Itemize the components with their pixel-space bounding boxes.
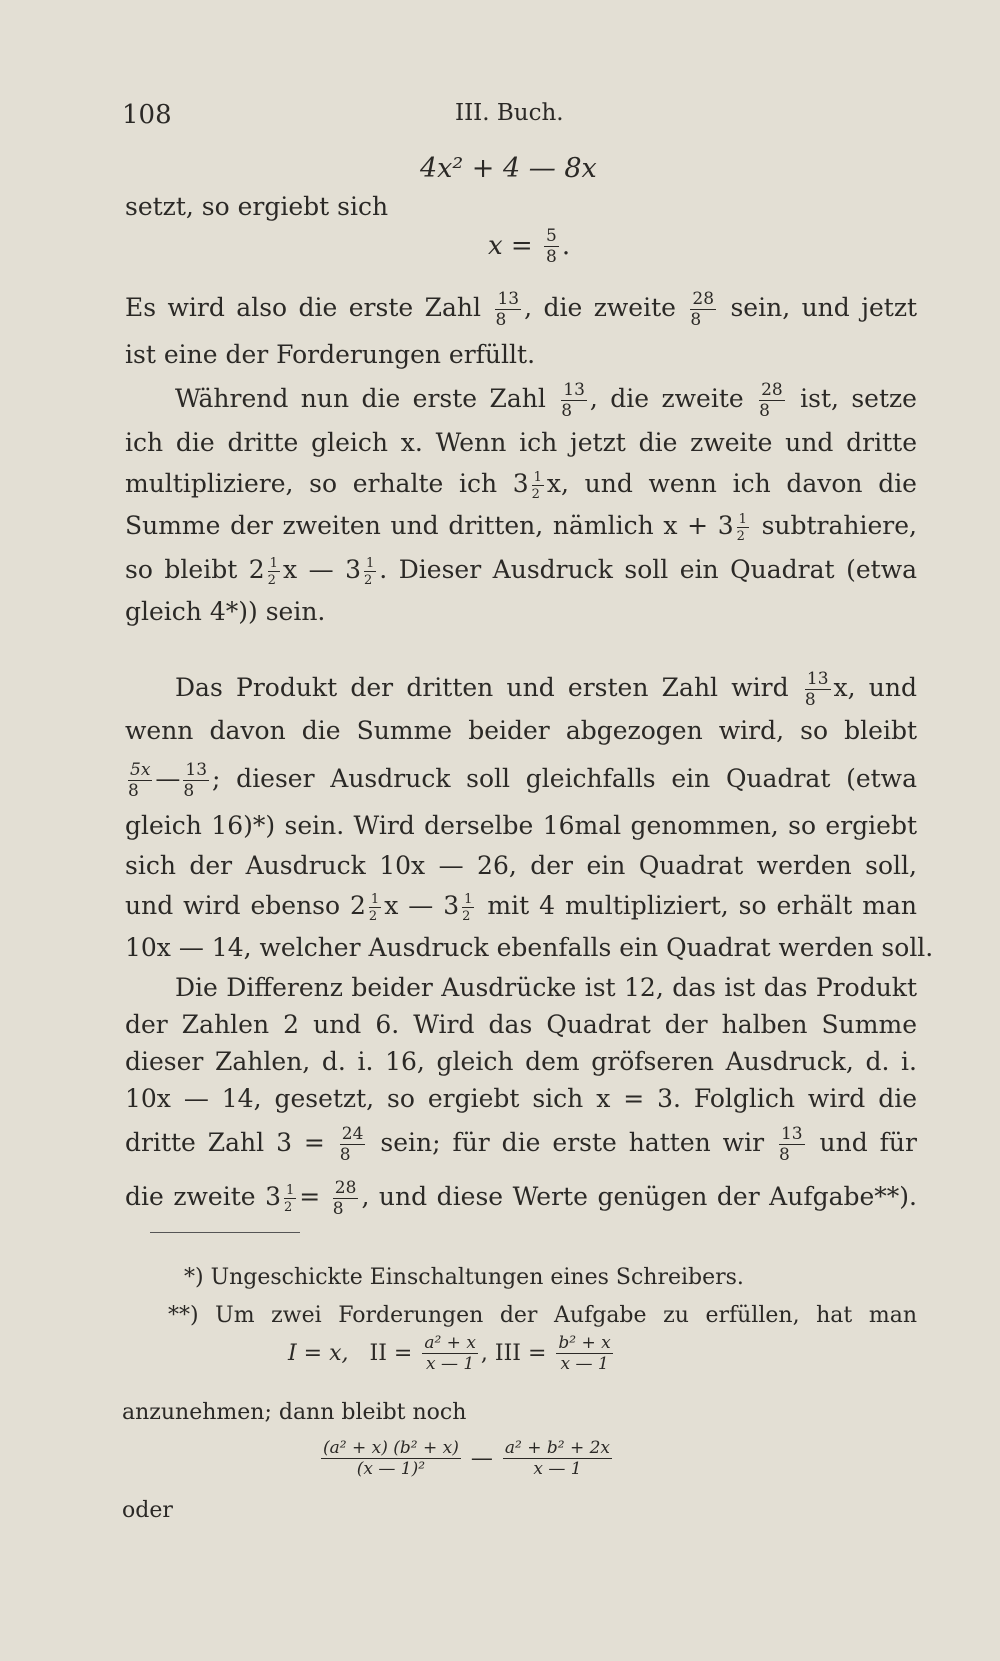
- footnote-equation-remainder: $\frac{\text{(a² + x) (b² + x)}}{\text{(x — 1)²}}$ — $\frac{\text{a² + b² + 2x}}{x — 1}$: [323, 1438, 611, 1479]
- text-line: Die Differenz beider Ausdrücke ist 12, das ist das Produkt: [175, 973, 917, 1002]
- text-line: Es wird also die erste Zahl $\frac{13}{8}$ , die zweite $\frac{28}{8}$ sein, und jetzt: [125, 288, 918, 330]
- page-number: 108: [122, 100, 172, 130]
- text-line: und wird ebenso 2 $\frac{1}{2}$ x — 3 $\frac{1}{2}$ mit 4 multipliziert, so erhält man: [125, 891, 917, 924]
- footnote-equation-I-II-III: I = x, II = $\frac{\text{a² + x}}{x — 1}$ , III = $\frac{\text{b² + x}}{x — 1}$: [288, 1333, 611, 1374]
- text-line: gleich 16)*) sein. Wird derselbe 16mal genommen, so ergiebt: [125, 811, 917, 840]
- text-line: ich die dritte gleich x. Wenn ich jetzt die zweite und dritte: [125, 428, 917, 457]
- footnote-text: anzunehmen; dann bleibt noch: [122, 1400, 467, 1425]
- text-line: die zweite 3 $\frac{1}{2}$ = $\frac{28}{8}$ , und diese Werte genügen der Aufgabe**).: [125, 1177, 918, 1219]
- text-line: der Zahlen 2 und 6. Wird das Quadrat der halben Summe: [125, 1010, 917, 1039]
- running-title: III. Buch.: [455, 100, 564, 126]
- text-line: Während nun die erste Zahl $\frac{13}{8}$ , die zweite $\frac{28}{8}$ ist, setze: [175, 379, 917, 421]
- text-line: setzt, so ergiebt sich: [125, 192, 389, 221]
- text-line: 10x — 14, gesetzt, so ergiebt sich x = 3. Folglich wird die: [125, 1084, 917, 1113]
- footnote-1: *) Ungeschickte Einschaltungen eines Schreibers.: [184, 1265, 744, 1290]
- text-line: sich der Ausdruck 10x — 26, der ein Quadrat werden soll,: [125, 851, 917, 880]
- text-line: 10x — 14, welcher Ausdruck ebenfalls ein Quadrat werden soll.: [125, 933, 934, 962]
- equation-2: x = $\frac{5}{8}$ .: [488, 226, 571, 267]
- text-line: gleich 4*)) sein.: [125, 597, 326, 626]
- text-line: dritte Zahl 3 = $\frac{24}{8}$ sein; für die erste hatten wir $\frac{13}{8}$ und für: [125, 1123, 917, 1165]
- text-line: Summe der zweiten und dritten, nämlich x + 3 $\frac{1}{2}$ subtrahiere,: [125, 511, 917, 544]
- text-line: ist eine der Forderungen erfüllt.: [125, 340, 536, 369]
- footnote-2: **) Um zwei Forderungen der Aufgabe zu erfüllen, hat man: [168, 1303, 917, 1328]
- text-line: so bleibt 2 $\frac{1}{2}$ x — 3 $\frac{1}{2}$ . Dieser Ausdruck soll ein Quadrat (etwa: [125, 555, 917, 588]
- footnote-divider: [150, 1232, 300, 1233]
- text-line: wenn davon die Summe beider abgezogen wird, so bleibt: [125, 716, 917, 745]
- text-line: dieser Zahlen, d. i. 16, gleich dem gröfseren Ausdruck, d. i.: [125, 1047, 917, 1076]
- equation-1: 4x² + 4 — 8x: [420, 153, 597, 184]
- text-line: $\frac{5x}{8}$ — $\frac{13}{8}$ ; dieser Ausdruck soll gleichfalls ein Quadrat (etwa: [128, 759, 917, 801]
- text-line: Das Produkt der dritten und ersten Zahl wird $\frac{13}{8}$ x, und: [175, 668, 917, 710]
- text-line: multipliziere, so erhalte ich 3 $\frac{1}{2}$ x, und wenn ich davon die: [125, 469, 917, 502]
- footnote-text: oder: [122, 1498, 173, 1523]
